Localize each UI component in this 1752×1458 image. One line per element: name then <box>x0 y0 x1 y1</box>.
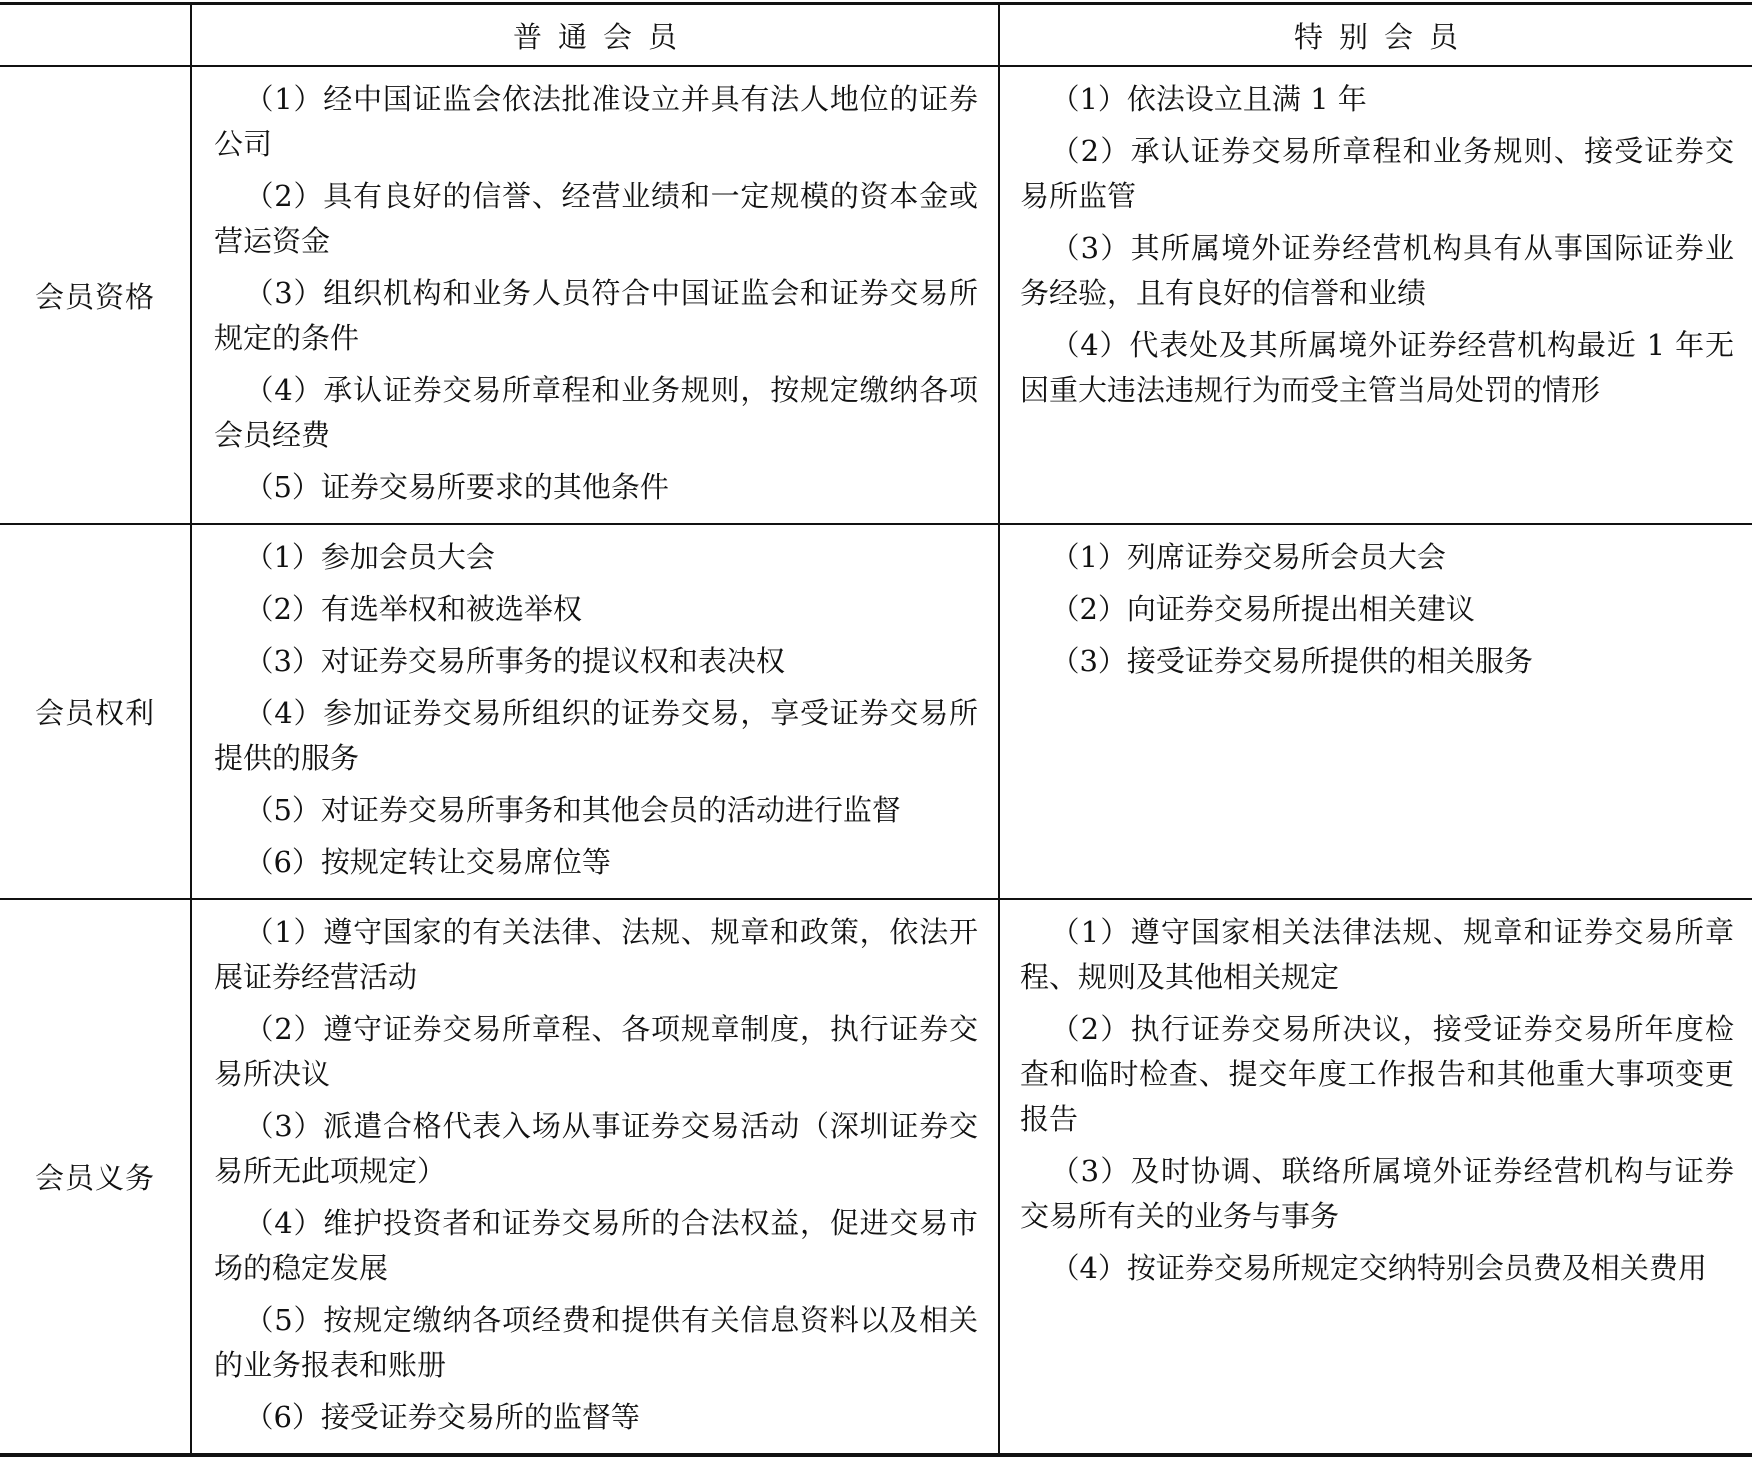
list-item: （2）执行证券交易所决议，接受证券交易所年度检查和临时检查、提交年度工作报告和其他重大事项变更报告 <box>1020 1012 1734 1136</box>
row-label-qualification: 会员资格 <box>0 66 191 524</box>
list-item: （1）列席证券交易所会员大会 <box>1050 540 1446 574</box>
table-row-rights <box>0 524 1752 899</box>
list-item: （4）代表处及其所属境外证券经营机构最近 1 年无因重大违法违规行为而受主管当局处罚的情形 <box>1020 328 1734 407</box>
header-ordinary-member <box>191 4 999 67</box>
list-item: （1）参加会员大会 <box>244 540 495 574</box>
list-item: （3）组织机构和业务人员符合中国证监会和证券交易所规定的条件 <box>214 276 978 355</box>
qualification-special-cell <box>999 66 1752 524</box>
list-item: （3）对证券交易所事务的提议权和表决权 <box>244 644 785 678</box>
list-item: （6）按规定转让交易席位等 <box>244 845 611 879</box>
rights-special-cell <box>999 524 1752 899</box>
list-item: （2）具有良好的信誉、经营业绩和一定规模的资本金或营运资金 <box>214 179 978 258</box>
qualification-ordinary-list <box>192 67 998 523</box>
table-row-duties <box>0 899 1752 1455</box>
duties-ordinary-cell <box>191 899 999 1455</box>
list-item: （3）接受证券交易所提供的相关服务 <box>1050 644 1533 678</box>
row-label-duties: 会员义务 <box>0 899 191 1455</box>
list-item: （4）承认证券交易所章程和业务规则，按规定缴纳各项会员经费 <box>214 373 978 452</box>
row-label-rights: 会员权利 <box>0 524 191 899</box>
list-item: （6）接受证券交易所的监督等 <box>244 1400 640 1434</box>
list-item: （4）维护投资者和证券交易所的合法权益，促进交易市场的稳定发展 <box>214 1206 978 1285</box>
list-item: （1）经中国证监会依法批准设立并具有法人地位的证券公司 <box>214 82 978 161</box>
duties-special-cell <box>999 899 1752 1455</box>
list-item: （1）遵守国家的有关法律、法规、规章和政策，依法开展证券经营活动 <box>214 915 978 994</box>
list-item: （3）其所属境外证券经营机构具有从事国际证券业务经验，且有良好的信誉和业绩 <box>1020 231 1734 310</box>
list-item: （3）及时协调、联络所属境外证券经营机构与证券交易所有关的业务与事务 <box>1020 1154 1734 1233</box>
rights-special-list <box>1000 525 1752 697</box>
list-item: （3）派遣合格代表入场从事证券交易活动（深圳证券交易所无此项规定） <box>214 1109 978 1188</box>
list-item: （5）按规定缴纳各项经费和提供有关信息资料以及相关的业务报表和账册 <box>214 1303 978 1382</box>
list-item: （2）有选举权和被选举权 <box>244 592 582 626</box>
list-item: （5）对证券交易所事务和其他会员的活动进行监督 <box>244 793 901 827</box>
header-ordinary-label: 普通会员 <box>512 19 693 54</box>
list-item: （1）依法设立且满 1 年 <box>1050 82 1367 116</box>
duties-special-list <box>1000 900 1752 1304</box>
list-item: （2）承认证券交易所章程和业务规则、接受证券交易所监管 <box>1020 134 1734 213</box>
header-special-member <box>999 4 1752 67</box>
rights-ordinary-list <box>192 525 998 898</box>
list-item: （2）向证券交易所提出相关建议 <box>1050 592 1475 626</box>
list-item: （5）证券交易所要求的其他条件 <box>244 470 669 504</box>
list-item: （4）参加证券交易所组织的证券交易，享受证券交易所提供的服务 <box>214 696 978 775</box>
table-row-qualification <box>0 66 1752 524</box>
list-item: （2）遵守证券交易所章程、各项规章制度，执行证券交易所决议 <box>214 1012 978 1091</box>
qualification-special-list <box>1000 67 1752 426</box>
header-special-label: 特别会员 <box>1293 19 1474 54</box>
qualification-ordinary-cell <box>191 66 999 524</box>
membership-comparison-table <box>0 2 1752 1457</box>
rights-ordinary-cell <box>191 524 999 899</box>
list-item: （1）遵守国家相关法律法规、规章和证券交易所章程、规则及其他相关规定 <box>1020 915 1734 994</box>
list-item: （4）按证券交易所规定交纳特别会员费及相关费用 <box>1050 1251 1707 1285</box>
duties-ordinary-list <box>192 900 998 1453</box>
corner-cell <box>0 4 191 67</box>
header-row <box>0 4 1752 67</box>
